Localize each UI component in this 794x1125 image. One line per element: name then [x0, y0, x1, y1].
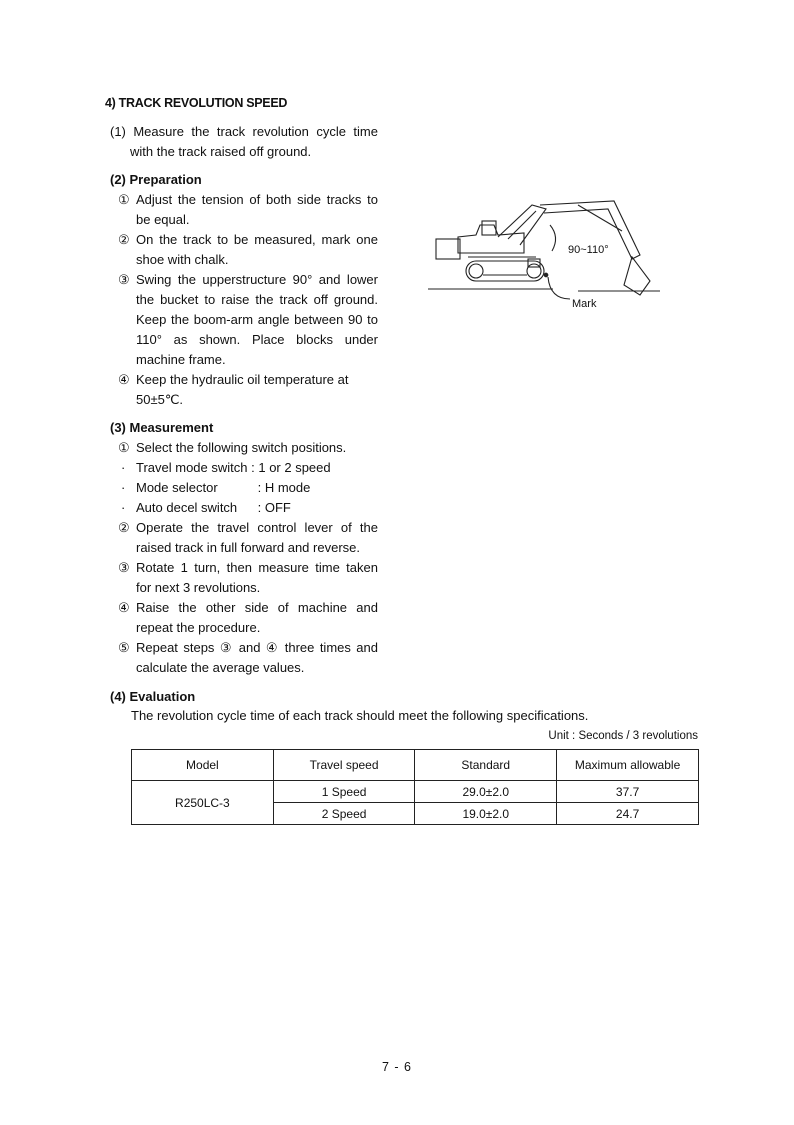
- circled-number: ⑤: [118, 640, 130, 655]
- item-line: the bucket to raise the track off ground.: [136, 292, 378, 307]
- switch-name: Mode selector: [136, 480, 218, 495]
- switch-name: Travel mode switch: [136, 460, 248, 475]
- switch-auto-decel: [110, 498, 378, 518]
- section-title: 4) TRACK REVOLUTION SPEED: [105, 96, 288, 110]
- item-line: Keep the hydraulic oil temperature at: [136, 372, 349, 387]
- switch-travel-mode: [110, 458, 378, 478]
- preparation-section: [110, 170, 378, 410]
- model-cell: R250LC-3: [132, 781, 274, 825]
- intro-number: (1): [110, 124, 126, 139]
- intro-line-2: with the track raised off ground.: [130, 144, 312, 159]
- speed-cell: 1 Speed: [273, 781, 415, 803]
- switch-value: : H mode: [257, 480, 311, 495]
- measurement-step-3: [110, 558, 378, 598]
- bucket: [624, 257, 650, 295]
- bullet-dot: ·: [121, 460, 126, 475]
- intro-text-1: Measure the track revolution cycle time: [133, 124, 378, 139]
- circled-number: ①: [118, 440, 130, 455]
- unit-note: Unit : Seconds / 3 revolutions: [548, 730, 698, 742]
- bullet-dot: ·: [121, 500, 126, 515]
- table-header-row: [132, 750, 699, 781]
- circled-number: ④: [118, 372, 130, 387]
- evaluation-heading-wrap: [110, 687, 510, 707]
- switch-value: : 1 or 2 speed: [251, 460, 331, 475]
- max-cell: 37.7: [557, 781, 699, 803]
- preparation-heading: (2) Preparation: [110, 172, 202, 187]
- circled-number: ②: [118, 520, 130, 535]
- header-cell: Maximum allowable: [557, 750, 699, 781]
- circled-number: ③: [118, 272, 130, 287]
- item-line: Rotate 1 turn, then measure time taken: [136, 560, 378, 575]
- circled-number: ②: [118, 232, 130, 247]
- item-line: Keep the boom-arm angle between 90 to: [136, 312, 378, 327]
- item-line: On the track to be measured, mark one: [136, 232, 378, 247]
- item-line: shoe with chalk.: [136, 252, 229, 267]
- sprocket-wheel: [527, 264, 541, 278]
- item-line: for next 3 revolutions.: [136, 580, 261, 595]
- circled-number: ④: [118, 600, 130, 615]
- item-line: be equal.: [136, 212, 190, 227]
- standard-cell: 19.0±2.0: [415, 803, 557, 825]
- speed-cell: 2 Speed: [273, 803, 415, 825]
- item-line: raised track in full forward and reverse.: [136, 540, 360, 555]
- item-line: Swing the upperstructure 90° and lower: [136, 272, 378, 287]
- item-line: 50±5℃.: [136, 392, 184, 407]
- header-cell: Standard: [415, 750, 557, 781]
- circled-number: ①: [118, 192, 130, 207]
- item-line: Select the following switch positions.: [136, 440, 347, 455]
- angle-label: 90~110°: [568, 244, 609, 256]
- circled-number: ③: [118, 560, 130, 575]
- measurement-step-5: [110, 638, 378, 678]
- item-line: repeat the procedure.: [136, 620, 261, 635]
- switch-value: : OFF: [257, 500, 291, 515]
- upperstructure: [458, 225, 524, 253]
- table-row: [132, 781, 699, 803]
- counterweight: [436, 239, 460, 259]
- preparation-item-3: [110, 270, 378, 370]
- preparation-item-4: [110, 370, 378, 410]
- switch-name: Auto decel switch: [136, 500, 238, 515]
- max-cell: 24.7: [557, 803, 699, 825]
- intro-paragraph: [110, 122, 378, 162]
- item-line: Repeat steps ③ and ④ three times and: [136, 640, 378, 655]
- preparation-item-2: [110, 230, 378, 270]
- mark-leader: [548, 277, 570, 299]
- measurement-heading: (3) Measurement: [110, 420, 214, 435]
- item-line: 110° as shown. Place blocks under: [136, 332, 378, 347]
- specification-table: [131, 749, 699, 825]
- excavator-figure: [428, 195, 668, 320]
- angle-arc: [550, 225, 556, 251]
- measurement-step-1: [110, 438, 378, 458]
- header-cell: Travel speed: [273, 750, 415, 781]
- excavator-drawing: [428, 195, 668, 320]
- cab: [482, 221, 496, 235]
- switch-mode-selector: [110, 478, 378, 498]
- bullet-dot: ·: [121, 480, 126, 495]
- mark-label: Mark: [572, 298, 597, 310]
- evaluation-heading: (4) Evaluation: [110, 689, 196, 704]
- measurement-step-2: [110, 518, 378, 558]
- measurement-step-4: [110, 598, 378, 638]
- item-line: Adjust the tension of both side tracks to: [136, 192, 378, 207]
- preparation-item-1: [110, 190, 378, 230]
- standard-cell: 29.0±2.0: [415, 781, 557, 803]
- item-line: calculate the average values.: [136, 660, 305, 675]
- item-line: Raise the other side of machine and: [136, 600, 378, 615]
- item-line: machine frame.: [136, 352, 226, 367]
- intro-line-1: [110, 122, 378, 142]
- idler-wheel: [469, 264, 483, 278]
- measurement-section: [110, 418, 378, 678]
- item-line: Operate the travel control lever of the: [136, 520, 378, 535]
- evaluation-text: The revolution cycle time of each track should meet the following specifications.: [131, 708, 589, 723]
- header-cell: Model: [132, 750, 274, 781]
- page-number: 7 - 6: [381, 1060, 412, 1074]
